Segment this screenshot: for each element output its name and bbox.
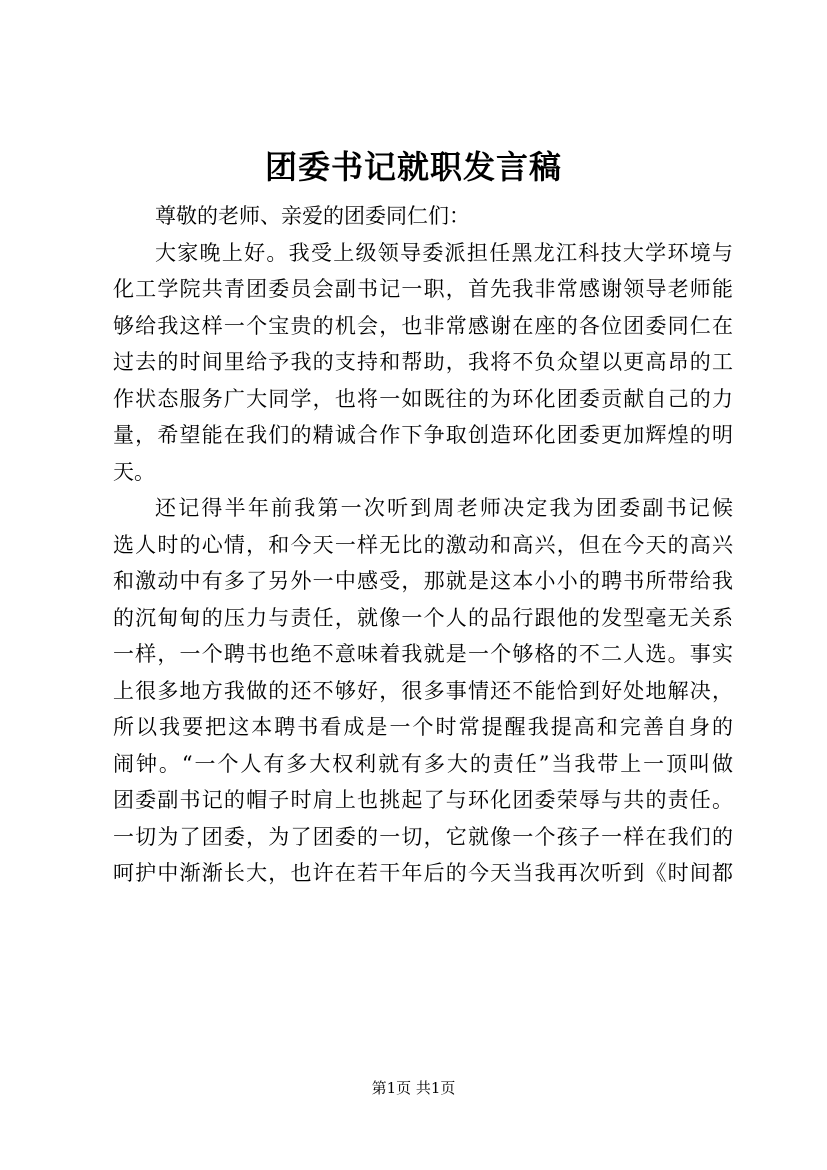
paragraph-line: 团委副书记的帽子时肩上也挑起了与环化团委荣辱与共的责任。 [113, 788, 733, 812]
paragraph-line: 上很多地方我做的还不够好，很多事情还不能恰到好处地解决， [113, 678, 733, 703]
document-body [113, 198, 733, 892]
paragraph-line: 一样，一个聘书也绝不意味着我就是一个够格的不二人选。事实 [113, 642, 733, 666]
paragraph-line: 的沉甸甸的压力与责任，就像一个人的品行跟他的发型毫无关系 [113, 605, 733, 630]
paragraph-line: 还记得半年前我第一次听到周老师决定我为团委副书记候 [155, 496, 733, 520]
paragraph-line: 量，希望能在我们的精诚合作下争取创造环化团委更加辉煌的明 [113, 423, 733, 447]
paragraph-line: 化工学院共青团委员会副书记一职，首先我非常感谢领导老师能 [113, 277, 733, 301]
paragraph-line: 天。 [113, 459, 155, 484]
paragraph-line: 闹钟。“一个人有多大权利就有多大的责任”当我带上一顶叫做 [113, 751, 733, 776]
paragraph-line: 过去的时间里给予我的支持和帮助，我将不负众望以更高昂的工 [113, 350, 733, 374]
paragraph-line: 一切为了团委，为了团委的一切，它就像一个孩子一样在我们的 [113, 824, 733, 849]
paragraph-line: 和激动中有多了另外一中感受，那就是这本小小的聘书所带给我 [113, 569, 733, 593]
paragraph-line: 够给我这样一个宝贵的机会，也非常感谢在座的各位团委同仁在 [113, 313, 733, 338]
paragraph-line: 所以我要把这本聘书看成是一个时常提醒我提高和完善自身的 [113, 715, 733, 739]
paragraph-line: 呵护中渐渐长大，也许在若干年后的今天当我再次听到《时间都 [113, 861, 733, 885]
paragraph-line: 作状态服务广大同学，也将一如既往的为环化团委贡献自己的力 [113, 386, 733, 411]
page-footer: 第1页 共1页 [371, 1079, 456, 1097]
salutation: 尊敬的老师、亲爱的团委同仁们： [155, 204, 470, 228]
paragraph-line: 选人时的心情，和今天一样无比的激动和高兴，但在今天的高兴 [113, 532, 733, 557]
document-title: 团委书记就职发言稿 [264, 148, 562, 186]
paragraph-line: 大家晚上好。我受上级领导委派担任黑龙江科技大学环境与 [155, 240, 733, 265]
